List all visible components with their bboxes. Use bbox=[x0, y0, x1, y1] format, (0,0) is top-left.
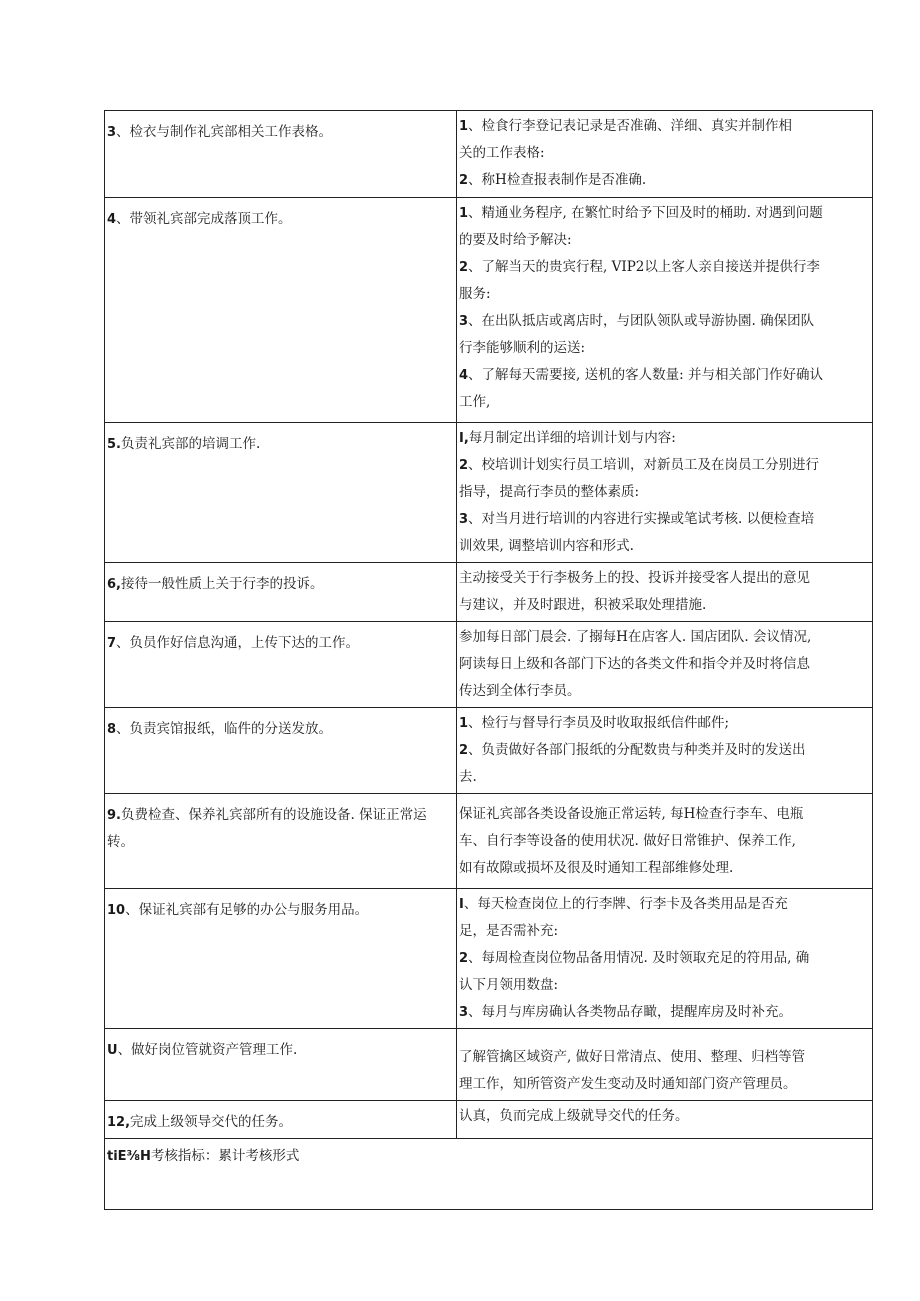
duty-title-text: 、检衣与制作礼宾部相关工作表格。 bbox=[116, 124, 333, 140]
duty-title-text: 、保证礼宾部有足够的办公与服务用品。 bbox=[125, 902, 369, 918]
detail-line: I、每天检查岗位上的行李牌、行李卡及各类用品是否充 bbox=[459, 896, 788, 912]
duty-details bbox=[457, 423, 873, 563]
assessment-code: tiE⅜H bbox=[107, 1149, 151, 1164]
detail-line: 了解管擒区域资产, 做好日常清点、使用、整理、归档等管 bbox=[459, 1049, 806, 1065]
duty-details bbox=[457, 1101, 873, 1139]
duty-title bbox=[105, 794, 457, 889]
detail-line: 关的工作表格: bbox=[459, 145, 545, 161]
detail-line: 训效果, 调整培训内容和形式. bbox=[459, 538, 634, 554]
duty-row-10 bbox=[105, 889, 873, 1029]
duty-details bbox=[457, 563, 873, 622]
duty-details bbox=[457, 622, 873, 708]
duty-row-6 bbox=[105, 563, 873, 622]
detail-line: 1、检行与督导行李员及时收取报纸信件邮件; bbox=[459, 715, 730, 731]
duty-title bbox=[105, 423, 457, 563]
detail-line: 3、对当月进行培训的内容进行实操或笔试考核. 以便检查培 bbox=[459, 511, 815, 527]
detail-line: 认真，负而完成上级就导交代的任务。 bbox=[459, 1108, 689, 1124]
duty-number: 10 bbox=[107, 903, 126, 918]
document-page bbox=[104, 110, 858, 1210]
duty-title-text: 完成上级领导交代的任务。 bbox=[130, 1114, 293, 1130]
detail-line: 3、每月与库房确认各类物品存瞰，提醒库房及时补充。 bbox=[459, 1004, 793, 1020]
duty-row-9 bbox=[105, 794, 873, 889]
detail-line: 参加每日部门晨会. 了搦每H在店客人. 国店团队. 会议情况, bbox=[459, 629, 812, 645]
assessment-indicator bbox=[105, 1139, 873, 1210]
duty-title bbox=[105, 563, 457, 622]
duty-row-7 bbox=[105, 622, 873, 708]
duty-row-3 bbox=[105, 111, 873, 198]
detail-line: 去. bbox=[459, 769, 477, 785]
duty-number: U bbox=[107, 1043, 118, 1058]
detail-line: 2、称H检查报表制作是否准确. bbox=[459, 172, 647, 188]
duty-title-text: 接待一般性质上关于行李的投诉。 bbox=[120, 576, 324, 592]
duty-title bbox=[105, 889, 457, 1029]
duty-details bbox=[457, 889, 873, 1029]
detail-line: 如有故隙或损坏及很及时通知工程部维修处理. bbox=[459, 859, 734, 876]
duty-title-text: 、带领礼宾部完成落顶工作。 bbox=[116, 211, 292, 227]
duty-row-4 bbox=[105, 198, 873, 423]
duty-details bbox=[457, 198, 873, 423]
duty-row-5 bbox=[105, 423, 873, 563]
detail-line: 2、负责做好各部门报纸的分配数贵与种类并及时的发送出 bbox=[459, 742, 806, 758]
duty-details bbox=[457, 111, 873, 198]
detail-line: 与建议，并及时跟进，积被采取处理措施. bbox=[459, 597, 707, 613]
detail-line: 认下月领用数盘: bbox=[459, 977, 559, 993]
duty-details bbox=[457, 794, 873, 889]
duty-number: 8 bbox=[107, 722, 117, 737]
detail-line: 4、了解每天需要接, 送机的客人数量: 并与相关部门作好确认 bbox=[459, 367, 823, 383]
duty-number: 7 bbox=[107, 636, 117, 651]
detail-line: 的要及时给予解决: bbox=[459, 232, 572, 248]
duty-title-text: 、负责宾馆报纸，临件的分送发放。 bbox=[116, 721, 333, 737]
duty-row-12 bbox=[105, 1101, 873, 1139]
duty-number: 5. bbox=[107, 437, 121, 452]
detail-line: 足，是否需补充: bbox=[459, 923, 559, 939]
duty-number: 3 bbox=[107, 125, 117, 140]
detail-line: 3、在出队抵店或离店时，与团队领队或导游协園. 确保团队 bbox=[459, 313, 815, 329]
detail-line: 1、精通业务程序, 在繁忙时给予下回及时的桶助. 对遇到问题 bbox=[459, 205, 823, 221]
detail-line: 理工作，知所管资产发生变动及时通知部门资产管理员。 bbox=[459, 1076, 797, 1092]
detail-line: 主动接受关于行李极务上的投、投诉并接受客人提出的意见 bbox=[459, 570, 810, 586]
duty-number: 12, bbox=[107, 1115, 131, 1130]
duty-title-text: 、做好岗位管就资产管理工作. bbox=[117, 1042, 298, 1058]
detail-line: 1、检食行李登记表记录是否准确、洋细、真实并制作相 bbox=[459, 118, 793, 134]
duty-title-text: 负费检查、保养礼宾部所有的设施设备. 保证正常运转。 bbox=[107, 807, 427, 850]
detail-line: 服务: bbox=[459, 286, 491, 302]
assessment-row bbox=[105, 1139, 873, 1210]
detail-line: 车、自行李等设备的使用状况. 做好日常锥护、保养工作, bbox=[459, 832, 796, 849]
duty-title-text: 、负员作好信息沟通，上传下达的工作。 bbox=[116, 635, 360, 651]
duty-title-text: 负责礼宾部的培调工作. bbox=[120, 436, 261, 452]
detail-line: 保证礼宾部各类设备设施正常运转, 每H检查行李车、电瓶 bbox=[459, 805, 804, 822]
duty-row-8 bbox=[105, 708, 873, 794]
duty-title bbox=[105, 198, 457, 423]
detail-line: 阿读每日上级和各部门下达的各类文件和指令并及时将信息 bbox=[459, 656, 810, 672]
detail-line: 行李能够顺利的运送: bbox=[459, 340, 586, 356]
duty-title bbox=[105, 111, 457, 198]
duty-details bbox=[457, 708, 873, 794]
detail-line: I,每月制定出详细的培训计划与内容: bbox=[459, 430, 676, 446]
duty-number: 4 bbox=[107, 212, 117, 227]
duty-row-11 bbox=[105, 1029, 873, 1101]
detail-line: 指导，提高行李员的整体素质: bbox=[459, 484, 640, 500]
detail-line: 传达到全体行李员。 bbox=[459, 683, 581, 699]
duty-details bbox=[457, 1029, 873, 1101]
duty-title bbox=[105, 708, 457, 794]
detail-line: 2、每周检查岗位物品备用情况. 及时领取充足的符用品, 确 bbox=[459, 950, 810, 966]
duty-number: 6, bbox=[107, 577, 121, 592]
detail-line: 工作, bbox=[459, 394, 491, 410]
assessment-text: 考核指标：累计考核形式 bbox=[150, 1148, 300, 1164]
duty-title bbox=[105, 622, 457, 708]
duty-title bbox=[105, 1029, 457, 1101]
duty-number: 9. bbox=[107, 808, 121, 823]
job-duties-table bbox=[104, 110, 873, 1210]
duty-title bbox=[105, 1101, 457, 1139]
detail-line: 2、了解当天的贵宾行程, VIP2以上客人亲自接送并提供行李 bbox=[459, 259, 820, 275]
detail-line: 2、校培训计划实行员工培训，对新员工及在岗员工分别进行 bbox=[459, 457, 820, 473]
